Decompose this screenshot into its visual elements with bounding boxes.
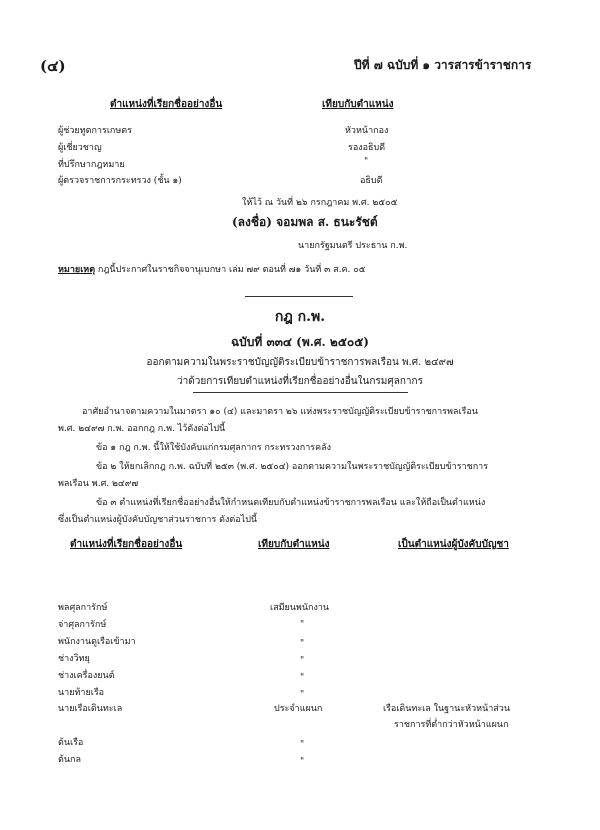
table2-position: จ่าศุลการักษ์ (58, 620, 107, 630)
paragraph-clause1: ข้อ ๑ กฎ ก.พ. นี้ให้ใช้บังคับแก่กรมศุลกากร กระทรวงการคลัง (96, 443, 332, 453)
note-text: กฎนี้ประกาศในราชกิจจานุเบกษา เล่ม ๗๙ ตอนที่ ๗๑ วันที่ ๓ ส.ค. ๐๕ (97, 265, 366, 275)
signature-name: (ลงชื่อ) จอมพล ส. ธนะรัชต์ (232, 215, 378, 229)
table2-equivalent: " (300, 656, 305, 666)
journal-volume-info: ปีที่ ๗ ฉบับที่ ๑ วารสารข้าราชการ (354, 58, 532, 72)
signature-position: นายกรัฐมนตรี ประธาน ก.พ. (298, 241, 408, 251)
table1-equivalent: หัวหน้ากอง (345, 126, 389, 136)
title-underline (193, 392, 408, 393)
table2-equivalent: " (300, 620, 305, 630)
table1-header-left: ตำแหน่งที่เรียกชื่ออย่างอื่น (110, 99, 223, 110)
rule-number: ฉบับที่ ๓๓๔ (พ.ศ. ๒๕๐๕) (231, 335, 369, 349)
rule-subtitle-line1: ออกตามความในพระราชบัญญัติระเบียบข้าราชการพลเรือน พ.ศ. ๒๔๙๗ (146, 357, 454, 368)
table2-equivalent: เสมียนพนักงาน (270, 603, 330, 613)
signature-date: ให้ไว้ ณ วันที่ ๒๖ กรกฎาคม พ.ศ. ๒๕๐๕ (242, 198, 398, 208)
table2-supervisor: เรือเดินทะเล ในฐานะหัวหน้าส่วน (383, 704, 510, 714)
table1-equivalent: รองอธิบดี (348, 143, 386, 153)
table1-equivalent: อธิบดี (360, 176, 383, 186)
table2-supervisor: ราชการที่ต่ำกว่าหัวหน้าแผนก (394, 720, 509, 730)
table2-equivalent: " (300, 639, 305, 649)
paragraph-clause3-line2: ซึ่งเป็นตำแหน่งผู้บังคับบัญชาส่วนราชการ ดังต่อไปนี้ (58, 515, 258, 525)
table2-equivalent: " (300, 690, 305, 700)
table1-equivalent: " (364, 157, 369, 167)
table2-position: ต้นเรือ (58, 738, 84, 748)
paragraph-preamble-line1: อาศัยอำนาจตามความในมาตรา ๑๐ (๔) และมาตรา ๒๖ แห่งพระราชบัญญัติระเบียบข้าราชการพลเรือน (82, 407, 478, 417)
table1-position: ที่ปรึกษากฎหมาย (58, 160, 125, 170)
table2-position: ช่างวิทยุ (58, 654, 90, 664)
paragraph-preamble-line2: พ.ศ. ๒๔๙๗ ก.พ. ออกกฎ ก.พ. ไว้ดังต่อไปนี้ (58, 424, 226, 434)
table1-position: ผู้ช่วยทูตการเกษตร (58, 126, 132, 136)
table2-equivalent: " (300, 757, 305, 767)
section-divider (245, 296, 353, 297)
table2-position: พลศุลการักษ์ (58, 603, 108, 613)
paragraph-clause2-line2: พลเรือน พ.ศ. ๒๔๙๗ (58, 479, 139, 489)
note-label: หมายเหตุ (58, 265, 96, 275)
rule-subtitle-line2: ว่าด้วยการเทียบตำแหน่งที่เรียกชื่ออย่างอื่นในกรมศุลกากร (177, 376, 423, 387)
table1-position: ผู้เชี่ยวชาญ (58, 143, 102, 153)
paragraph-clause3-line1: ข้อ ๓ ตำแหน่งที่เรียกชื่ออย่างอื่นให้กำหนดเทียบกับตำแหน่งข้าราชการพลเรือน และให้ถือเป็นตำแหน่ง (96, 498, 486, 508)
table2-header-position: ตำแหน่งที่เรียกชื่ออย่างอื่น (70, 539, 183, 550)
table2-position: ช่างเครื่องยนต์ (58, 671, 115, 681)
table2-position: พนักงานดูเรือเข้ามา (58, 637, 136, 647)
table2-position: ต้นกล (58, 755, 81, 765)
table2-equivalent: " (300, 740, 305, 750)
table2-position: นายท้ายเรือ (58, 688, 105, 698)
paragraph-clause2-line1: ข้อ ๒ ให้ยกเลิกกฎ ก.พ. ฉบับที่ ๒๕๓ (พ.ศ. ๒๕๐๔) ออกตามความในพระราชบัญญัติระเบียบข้าราชการ (96, 462, 489, 472)
table1-header-right: เทียบกับตำแหน่ง (322, 99, 394, 110)
table2-header-supervisor: เป็นตำแหน่งผู้บังคับบัญชา (398, 539, 509, 550)
page-number: (๔) (40, 57, 66, 75)
table2-equivalent: " (300, 673, 305, 683)
rule-title: กฎ ก.พ. (274, 309, 326, 325)
table1-position: ผู้ตรวจราชการกระทรวง (ชั้น ๑) (58, 176, 182, 186)
table2-equivalent: ประจำแผนก (274, 704, 323, 714)
table2-header-equivalent: เทียบกับตำแหน่ง (258, 539, 330, 550)
table2-position: นายเรือเดินทะเล (58, 704, 123, 714)
note (58, 262, 366, 276)
